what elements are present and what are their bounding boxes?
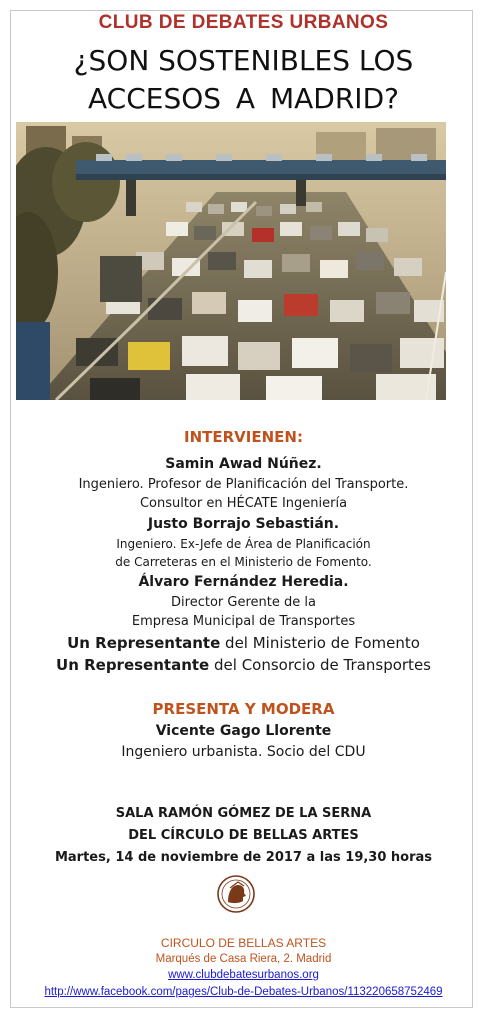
representative-line bbox=[0, 634, 487, 652]
speaker-description: de Carreteras en el Ministerio de Fomento. bbox=[115, 555, 372, 569]
speaker-description: Ingeniero. Profesor de Planificación del Transporte. bbox=[78, 477, 409, 492]
speaker-description: Consultor en HÉCATE Ingeniería bbox=[139, 496, 348, 511]
representative-bold: Un Representante bbox=[56, 656, 210, 674]
representative-line bbox=[0, 656, 487, 674]
footer-address: Marqués de Casa Riera, 2. Madrid bbox=[155, 953, 332, 965]
speaker-description: Ingeniero. Ex-Jefe de Área de Planificación bbox=[116, 537, 371, 551]
traffic-photo bbox=[16, 122, 446, 400]
footer-website-row bbox=[0, 969, 487, 981]
website-link[interactable]: www.clubdebatesurbanos.org bbox=[168, 969, 319, 981]
moderator-heading: PRESENTA Y MODERA bbox=[152, 700, 335, 718]
club-name: CLUB DE DEBATES URBANOS bbox=[98, 12, 389, 33]
representative-rest: del Consorcio de Transportes bbox=[209, 656, 431, 674]
moderator-description: Ingeniero urbanista. Socio del CDU bbox=[121, 744, 366, 760]
speakers-heading: INTERVIENEN: bbox=[184, 428, 303, 446]
speaker-name: Álvaro Fernández Heredia. bbox=[138, 574, 349, 590]
speaker-name: Samin Awad Núñez. bbox=[165, 456, 322, 472]
speaker-description: Director Gerente de la bbox=[171, 595, 316, 610]
headline-line2: ACCESOS A MADRID? bbox=[87, 82, 399, 115]
footer-facebook-row bbox=[0, 986, 487, 998]
venue-line1: SALA RAMÓN GÓMEZ DE LA SERNA bbox=[115, 806, 372, 821]
footer-org: CIRCULO DE BELLAS ARTES bbox=[160, 936, 327, 950]
event-date: Martes, 14 de noviembre de 2017 a las 19,30 horas bbox=[54, 850, 433, 865]
speaker-name: Justo Borrajo Sebastián. bbox=[147, 516, 340, 532]
representative-rest: del Ministerio de Fomento bbox=[220, 634, 420, 652]
speaker-description: Empresa Municipal de Transportes bbox=[131, 614, 356, 629]
headline-line1: ¿SON SOSTENIBLES LOS bbox=[73, 44, 414, 77]
facebook-link[interactable]: http://www.facebook.com/pages/Club-de-Debates-Urbanos/113220658752469 bbox=[44, 986, 443, 998]
minerva-head-logo bbox=[216, 874, 256, 914]
venue-line2: DEL CÍRCULO DE BELLAS ARTES bbox=[128, 828, 359, 843]
moderator-name: Vicente Gago Llorente bbox=[155, 723, 332, 739]
representative-bold: Un Representante bbox=[67, 634, 221, 652]
